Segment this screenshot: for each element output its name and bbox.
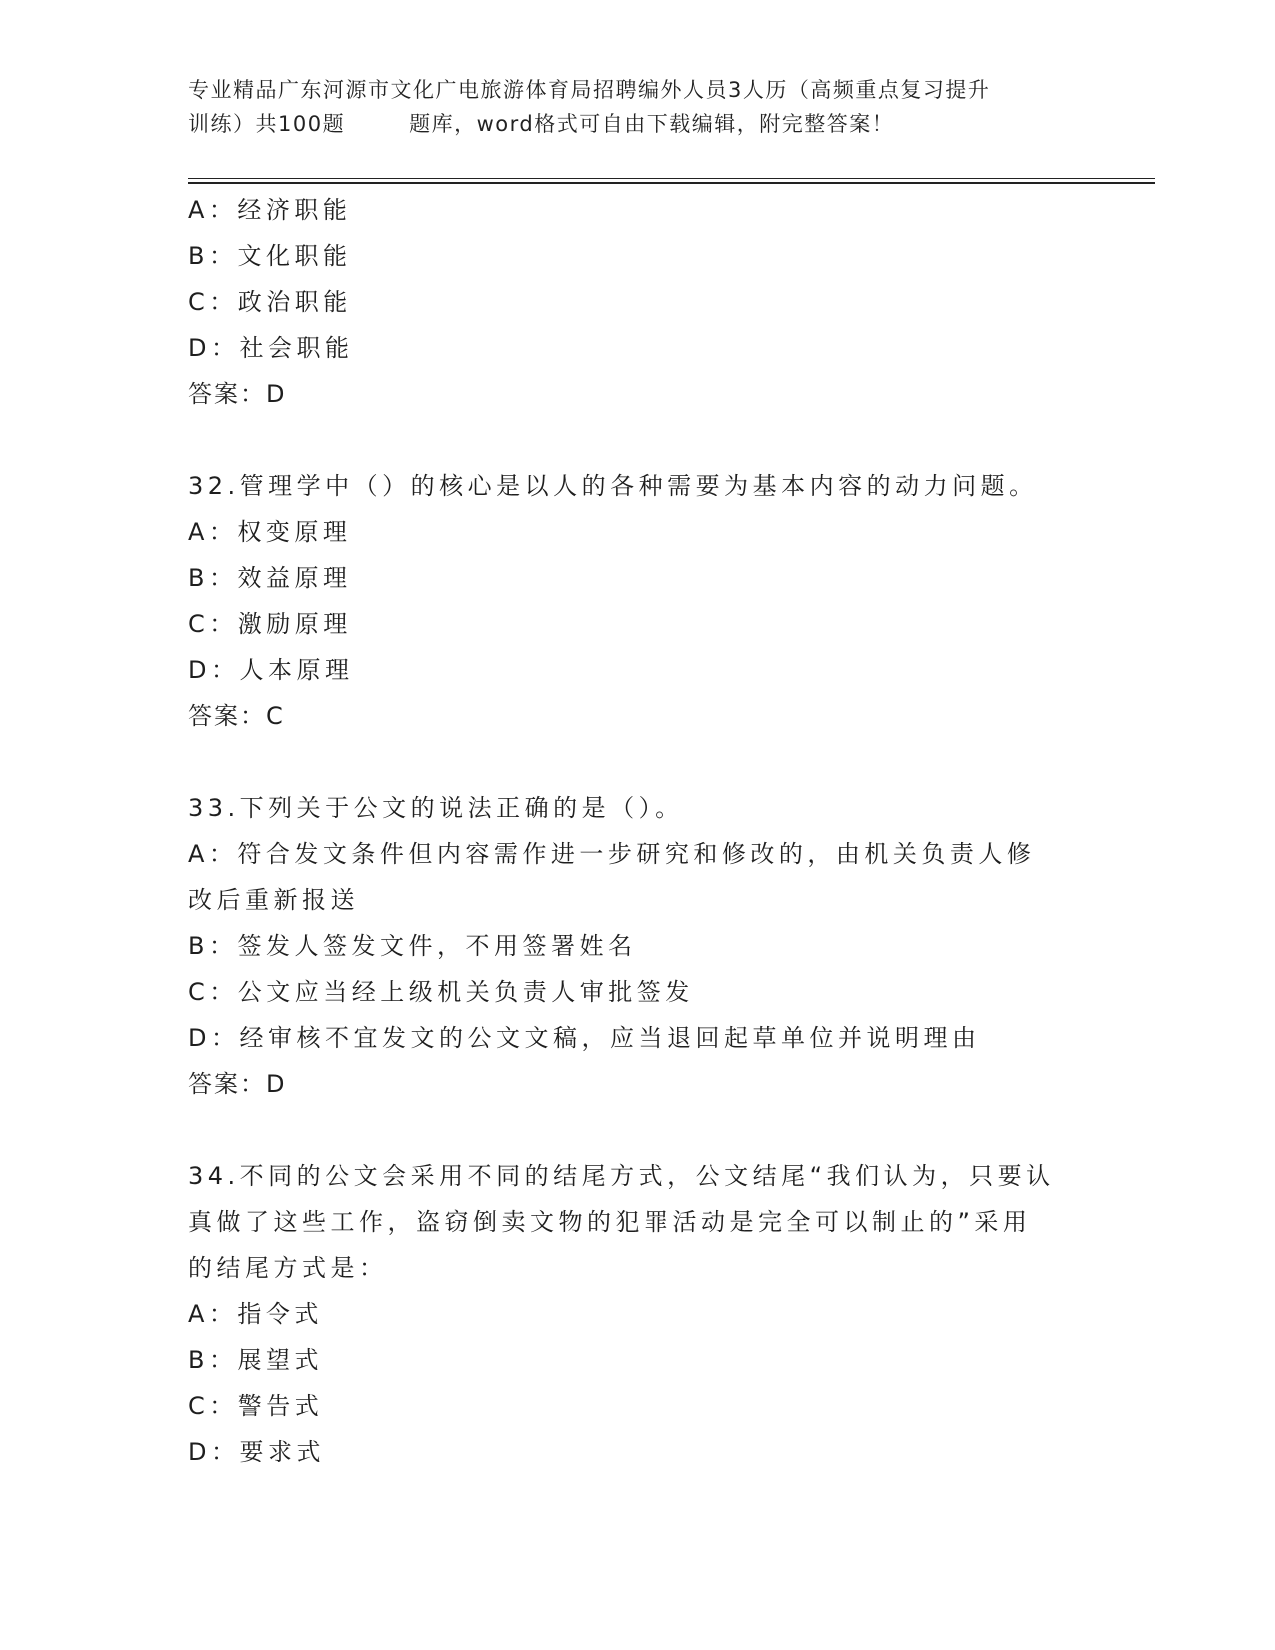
- page-header: [188, 73, 1088, 141]
- option-c: C：警告式: [188, 1392, 324, 1420]
- question-34: [188, 1153, 1088, 1475]
- header-line-1: 专业精品广东河源市文化广电旅游体育局招聘编外人员3人历（高频重点复习提升: [188, 78, 991, 102]
- header-line-2: [188, 107, 1088, 141]
- spacer: [188, 739, 1088, 785]
- question-content: [188, 187, 1088, 1475]
- option-d: D：社会职能: [188, 334, 354, 362]
- header-line-2-part-b: 题库，word格式可自由下载编辑，附完整答案！: [409, 112, 895, 136]
- option-b: B：效益原理: [188, 564, 352, 592]
- question-text: 32.管理学中（）的核心是以人的各种需要为基本内容的动力问题。: [188, 472, 1038, 500]
- option-a: A：权变原理: [188, 518, 352, 546]
- option-d: D：要求式: [188, 1438, 325, 1466]
- spacer: [188, 1107, 1088, 1153]
- option-a: A：符合发文条件但内容需作进一步研究和修改的，由机关负责人修改后重新报送: [188, 840, 1036, 914]
- question-32: [188, 463, 1088, 739]
- option-b: B：签发人签发文件，不用签署姓名: [188, 932, 637, 960]
- option-d: D：经审核不宜发文的公文文稿，应当退回起草单位并说明理由: [188, 1024, 981, 1052]
- option-c: C：公文应当经上级机关负责人审批签发: [188, 978, 694, 1006]
- header-divider-thin: [188, 178, 1155, 179]
- option-c: C：政治职能: [188, 288, 352, 316]
- question-text: 33.下列关于公文的说法正确的是（）。: [188, 794, 684, 822]
- answer-text: 答案：D: [188, 1070, 287, 1098]
- answer-text: 答案：D: [188, 380, 287, 408]
- question-33: [188, 785, 1088, 1107]
- option-b: B：文化职能: [188, 242, 352, 270]
- option-c: C：激励原理: [188, 610, 352, 638]
- question-text: 34.不同的公文会采用不同的结尾方式，公文结尾“我们认为，只要认真做了这些工作，盗窃倒卖文物的犯罪活动是完全可以制止的”采用的结尾方式是：: [188, 1162, 1055, 1282]
- option-a: A：指令式: [188, 1300, 323, 1328]
- header-line-2-part-a: 训练）共100题: [188, 112, 346, 136]
- header-divider-thick: [188, 182, 1155, 184]
- option-b: B：展望式: [188, 1346, 323, 1374]
- option-a: A：经济职能: [188, 196, 352, 224]
- spacer: [188, 417, 1088, 463]
- answer-text: 答案：C: [188, 702, 285, 730]
- question-31: [188, 187, 1088, 417]
- option-d: D：人本原理: [188, 656, 354, 684]
